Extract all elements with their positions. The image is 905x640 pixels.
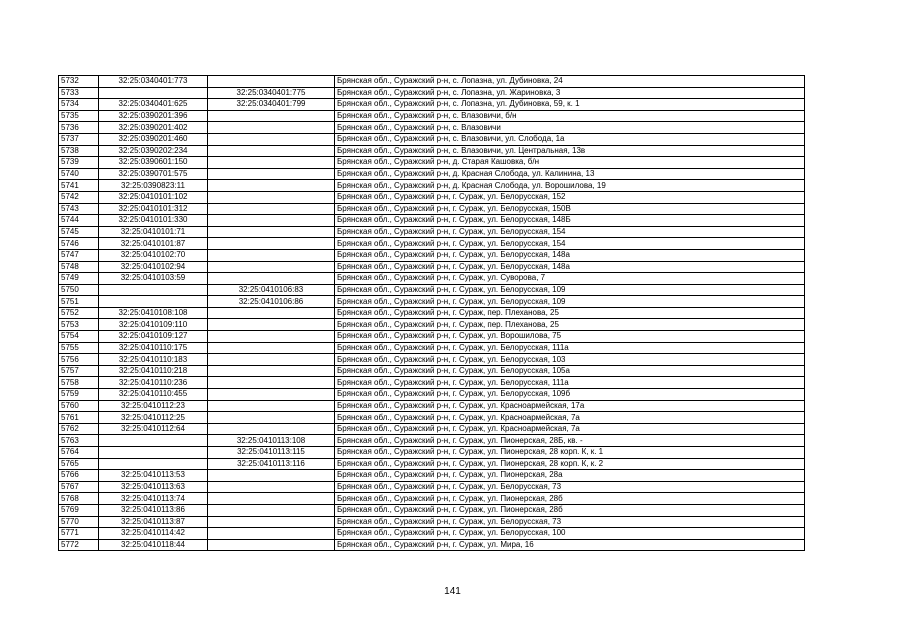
cadastral-number-cell: 32:25:0390823:11 (99, 180, 208, 192)
address-cell: Брянская обл., Суражский р-н, г. Сураж, ул. Красноармейская, 17а (335, 400, 805, 412)
cadastral-number-cell: 32:25:0410118:44 (99, 539, 208, 551)
cadastral-number-cell: 32:25:0410101:102 (99, 191, 208, 203)
address-cell: Брянская обл., Суражский р-н, д. Красная Слобода, ул. Калинина, 13 (335, 168, 805, 180)
table-row (59, 331, 805, 343)
address-cell: Брянская обл., Суражский р-н, г. Сураж, пер. Плеханова, 25 (335, 307, 805, 319)
cadastral-number-cell: 32:25:0410103:59 (99, 273, 208, 285)
new-cadastral-number-cell (208, 238, 335, 250)
row-number-cell: 5766 (59, 470, 99, 482)
row-number-cell: 5733 (59, 87, 99, 99)
row-number-cell: 5752 (59, 307, 99, 319)
new-cadastral-number-cell (208, 157, 335, 169)
row-number-cell: 5761 (59, 412, 99, 424)
address-cell: Брянская обл., Суражский р-н, г. Сураж, ул. Белорусская, 109 (335, 284, 805, 296)
address-cell: Брянская обл., Суражский р-н, г. Сураж, ул. Суворова, 7 (335, 273, 805, 285)
address-cell: Брянская обл., Суражский р-н, д. Красная Слобода, ул. Ворошилова, 19 (335, 180, 805, 192)
new-cadastral-number-cell (208, 528, 335, 540)
table-row (59, 215, 805, 227)
row-number-cell: 5739 (59, 157, 99, 169)
table-row (59, 481, 805, 493)
table-row (59, 354, 805, 366)
cadastral-number-cell: 32:25:0410114:42 (99, 528, 208, 540)
cadastral-number-cell: 32:25:0390201:460 (99, 133, 208, 145)
row-number-cell: 5737 (59, 133, 99, 145)
cadastral-number-cell: 32:25:0410112:64 (99, 423, 208, 435)
new-cadastral-number-cell (208, 168, 335, 180)
row-number-cell: 5742 (59, 191, 99, 203)
table-row (59, 504, 805, 516)
table-row (59, 284, 805, 296)
table-row (59, 412, 805, 424)
new-cadastral-number-cell (208, 273, 335, 285)
new-cadastral-number-cell (208, 226, 335, 238)
table-row (59, 249, 805, 261)
row-number-cell: 5735 (59, 110, 99, 122)
address-cell: Брянская обл., Суражский р-н, г. Сураж, ул. Пионерская, 28б (335, 493, 805, 505)
table-row (59, 87, 805, 99)
new-cadastral-number-cell (208, 145, 335, 157)
registry-table-body (59, 76, 805, 551)
table-row (59, 470, 805, 482)
row-number-cell: 5756 (59, 354, 99, 366)
address-cell: Брянская обл., Суражский р-н, с. Влазовичи, б/н (335, 110, 805, 122)
cadastral-number-cell: 32:25:0410108:108 (99, 307, 208, 319)
cadastral-number-cell (99, 296, 208, 308)
address-cell: Брянская обл., Суражский р-н, г. Сураж, ул. Красноармейская, 7а (335, 423, 805, 435)
new-cadastral-number-cell (208, 249, 335, 261)
row-number-cell: 5744 (59, 215, 99, 227)
row-number-cell: 5748 (59, 261, 99, 273)
address-cell: Брянская обл., Суражский р-н, г. Сураж, ул. Белорусская, 109б (335, 389, 805, 401)
cadastral-number-cell (99, 435, 208, 447)
row-number-cell: 5741 (59, 180, 99, 192)
table-row (59, 296, 805, 308)
new-cadastral-number-cell: 32:25:0410113:108 (208, 435, 335, 447)
row-number-cell: 5759 (59, 389, 99, 401)
table-row (59, 133, 805, 145)
row-number-cell: 5760 (59, 400, 99, 412)
table-row (59, 435, 805, 447)
cadastral-number-cell: 32:25:0410110:236 (99, 377, 208, 389)
table-row (59, 122, 805, 134)
cadastral-number-cell: 32:25:0410101:87 (99, 238, 208, 250)
address-cell: Брянская обл., Суражский р-н, г. Сураж, ул. Пионерская, 28б (335, 504, 805, 516)
cadastral-number-cell: 32:25:0410101:71 (99, 226, 208, 238)
address-cell: Брянская обл., Суражский р-н, с. Лопазна, ул. Дубиновка, 59, к. 1 (335, 99, 805, 111)
table-row (59, 307, 805, 319)
cadastral-number-cell: 32:25:0410113:63 (99, 481, 208, 493)
address-cell: Брянская обл., Суражский р-н, с. Влазовичи, ул. Слобода, 1а (335, 133, 805, 145)
row-number-cell: 5767 (59, 481, 99, 493)
row-number-cell: 5743 (59, 203, 99, 215)
address-cell: Брянская обл., Суражский р-н, с. Влазовичи, ул. Центральная, 13в (335, 145, 805, 157)
new-cadastral-number-cell (208, 180, 335, 192)
table-row (59, 342, 805, 354)
cadastral-number-cell (99, 447, 208, 459)
address-cell: Брянская обл., Суражский р-н, г. Сураж, ул. Белорусская, 148а (335, 261, 805, 273)
new-cadastral-number-cell (208, 539, 335, 551)
new-cadastral-number-cell (208, 516, 335, 528)
row-number-cell: 5753 (59, 319, 99, 331)
address-cell: Брянская обл., Суражский р-н, г. Сураж, ул. Мира, 16 (335, 539, 805, 551)
address-cell: Брянская обл., Суражский р-н, г. Сураж, пер. Плеханова, 25 (335, 319, 805, 331)
new-cadastral-number-cell (208, 215, 335, 227)
table-row (59, 180, 805, 192)
new-cadastral-number-cell (208, 76, 335, 88)
new-cadastral-number-cell (208, 319, 335, 331)
new-cadastral-number-cell (208, 122, 335, 134)
row-number-cell: 5751 (59, 296, 99, 308)
new-cadastral-number-cell (208, 191, 335, 203)
address-cell: Брянская обл., Суражский р-н, г. Сураж, ул. Белорусская, 105а (335, 365, 805, 377)
address-cell: Брянская обл., Суражский р-н, с. Лопазна, ул. Жариновка, 3 (335, 87, 805, 99)
address-cell: Брянская обл., Суражский р-н, г. Сураж, ул. Белорусская, 73 (335, 481, 805, 493)
new-cadastral-number-cell (208, 354, 335, 366)
table-row (59, 493, 805, 505)
row-number-cell: 5772 (59, 539, 99, 551)
new-cadastral-number-cell (208, 365, 335, 377)
cadastral-number-cell: 32:25:0390601:150 (99, 157, 208, 169)
new-cadastral-number-cell: 32:25:0410106:83 (208, 284, 335, 296)
address-cell: Брянская обл., Суражский р-н, г. Сураж, ул. Белорусская, 111а (335, 342, 805, 354)
table-row (59, 203, 805, 215)
row-number-cell: 5771 (59, 528, 99, 540)
row-number-cell: 5740 (59, 168, 99, 180)
page-number: 141 (444, 586, 461, 597)
cadastral-number-cell: 32:25:0410109:127 (99, 331, 208, 343)
cadastral-number-cell: 32:25:0340401:625 (99, 99, 208, 111)
new-cadastral-number-cell (208, 342, 335, 354)
new-cadastral-number-cell (208, 261, 335, 273)
address-cell: Брянская обл., Суражский р-н, г. Сураж, ул. Белорусская, 73 (335, 516, 805, 528)
table-row (59, 539, 805, 551)
new-cadastral-number-cell: 32:25:0410106:86 (208, 296, 335, 308)
cadastral-number-cell: 32:25:0410113:87 (99, 516, 208, 528)
row-number-cell: 5736 (59, 122, 99, 134)
row-number-cell: 5745 (59, 226, 99, 238)
table-row (59, 447, 805, 459)
cadastral-number-cell: 32:25:0410101:330 (99, 215, 208, 227)
address-cell: Брянская обл., Суражский р-н, г. Сураж, ул. Пионерская, 28а (335, 470, 805, 482)
new-cadastral-number-cell (208, 481, 335, 493)
row-number-cell: 5763 (59, 435, 99, 447)
address-cell: Брянская обл., Суражский р-н, г. Сураж, ул. Пионерская, 28 корп. К, к. 1 (335, 447, 805, 459)
row-number-cell: 5758 (59, 377, 99, 389)
row-number-cell: 5764 (59, 447, 99, 459)
table-row (59, 191, 805, 203)
cadastral-number-cell: 32:25:0410110:218 (99, 365, 208, 377)
row-number-cell: 5747 (59, 249, 99, 261)
address-cell: Брянская обл., Суражский р-н, г. Сураж, ул. Белорусская, 148Б (335, 215, 805, 227)
table-row (59, 528, 805, 540)
table-row (59, 400, 805, 412)
table-row (59, 110, 805, 122)
table-row (59, 238, 805, 250)
address-cell: Брянская обл., Суражский р-н, г. Сураж, ул. Белорусская, 100 (335, 528, 805, 540)
new-cadastral-number-cell (208, 110, 335, 122)
address-cell: Брянская обл., Суражский р-н, с. Влазовичи (335, 122, 805, 134)
row-number-cell: 5738 (59, 145, 99, 157)
row-number-cell: 5734 (59, 99, 99, 111)
address-cell: Брянская обл., Суражский р-н, г. Сураж, ул. Ворошилова, 75 (335, 331, 805, 343)
address-cell: Брянская обл., Суражский р-н, г. Сураж, ул. Белорусская, 103 (335, 354, 805, 366)
address-cell: Брянская обл., Суражский р-н, г. Сураж, ул. Белорусская, 154 (335, 226, 805, 238)
address-cell: Брянская обл., Суражский р-н, г. Сураж, ул. Белорусская, 109 (335, 296, 805, 308)
cadastral-number-cell: 32:25:0410102:70 (99, 249, 208, 261)
cadastral-number-cell: 32:25:0410110:183 (99, 354, 208, 366)
table-row (59, 226, 805, 238)
table-row (59, 273, 805, 285)
new-cadastral-number-cell (208, 493, 335, 505)
row-number-cell: 5754 (59, 331, 99, 343)
cadastral-number-cell: 32:25:0390202:234 (99, 145, 208, 157)
row-number-cell: 5770 (59, 516, 99, 528)
row-number-cell: 5750 (59, 284, 99, 296)
cadastral-number-cell: 32:25:0410102:94 (99, 261, 208, 273)
new-cadastral-number-cell (208, 203, 335, 215)
cadastral-number-cell: 32:25:0410110:175 (99, 342, 208, 354)
new-cadastral-number-cell (208, 331, 335, 343)
new-cadastral-number-cell: 32:25:0340401:799 (208, 99, 335, 111)
row-number-cell: 5755 (59, 342, 99, 354)
cadastral-number-cell: 32:25:0390201:396 (99, 110, 208, 122)
cadastral-number-cell: 32:25:0410109:110 (99, 319, 208, 331)
address-cell: Брянская обл., Суражский р-н, г. Сураж, ул. Белорусская, 111а (335, 377, 805, 389)
cadastral-number-cell: 32:25:0410112:23 (99, 400, 208, 412)
new-cadastral-number-cell: 32:25:0410113:115 (208, 447, 335, 459)
new-cadastral-number-cell (208, 307, 335, 319)
table-row (59, 389, 805, 401)
address-cell: Брянская обл., Суражский р-н, г. Сураж, ул. Белорусская, 154 (335, 238, 805, 250)
new-cadastral-number-cell (208, 504, 335, 516)
row-number-cell: 5768 (59, 493, 99, 505)
row-number-cell: 5757 (59, 365, 99, 377)
address-cell: Брянская обл., Суражский р-н, г. Сураж, ул. Белорусская, 148а (335, 249, 805, 261)
table-row (59, 423, 805, 435)
address-cell: Брянская обл., Суражский р-н, г. Сураж, ул. Пионерская, 28Б, кв. - (335, 435, 805, 447)
new-cadastral-number-cell (208, 412, 335, 424)
address-cell: Брянская обл., Суражский р-н, г. Сураж, ул. Пионерская, 28 корп. К, к. 2 (335, 458, 805, 470)
table-row (59, 516, 805, 528)
cadastral-number-cell: 32:25:0410113:86 (99, 504, 208, 516)
table-row (59, 377, 805, 389)
new-cadastral-number-cell (208, 389, 335, 401)
new-cadastral-number-cell (208, 400, 335, 412)
cadastral-number-cell: 32:25:0410110:455 (99, 389, 208, 401)
address-cell: Брянская обл., Суражский р-н, д. Старая Кашовка, б/н (335, 157, 805, 169)
new-cadastral-number-cell (208, 377, 335, 389)
cadastral-number-cell (99, 458, 208, 470)
address-cell: Брянская обл., Суражский р-н, с. Лопазна, ул. Дубиновка, 24 (335, 76, 805, 88)
cadastral-number-cell (99, 284, 208, 296)
row-number-cell: 5769 (59, 504, 99, 516)
row-number-cell: 5765 (59, 458, 99, 470)
table-row (59, 261, 805, 273)
table-row (59, 365, 805, 377)
table-row (59, 76, 805, 88)
table-row (59, 168, 805, 180)
cadastral-number-cell: 32:25:0410113:74 (99, 493, 208, 505)
registry-table (58, 75, 805, 551)
new-cadastral-number-cell (208, 133, 335, 145)
new-cadastral-number-cell (208, 470, 335, 482)
cadastral-number-cell: 32:25:0410113:53 (99, 470, 208, 482)
row-number-cell: 5732 (59, 76, 99, 88)
address-cell: Брянская обл., Суражский р-н, г. Сураж, ул. Белорусская, 150В (335, 203, 805, 215)
table-row (59, 157, 805, 169)
cadastral-number-cell: 32:25:0410112:25 (99, 412, 208, 424)
table-row (59, 319, 805, 331)
cadastral-number-cell: 32:25:0340401:773 (99, 76, 208, 88)
cadastral-number-cell: 32:25:0410101:312 (99, 203, 208, 215)
new-cadastral-number-cell (208, 423, 335, 435)
table-row (59, 99, 805, 111)
cadastral-number-cell: 32:25:0390201:402 (99, 122, 208, 134)
table-row (59, 145, 805, 157)
table-row (59, 458, 805, 470)
row-number-cell: 5746 (59, 238, 99, 250)
cadastral-number-cell: 32:25:0390701:575 (99, 168, 208, 180)
new-cadastral-number-cell: 32:25:0410113:116 (208, 458, 335, 470)
address-cell: Брянская обл., Суражский р-н, г. Сураж, ул. Белорусская, 152 (335, 191, 805, 203)
row-number-cell: 5762 (59, 423, 99, 435)
row-number-cell: 5749 (59, 273, 99, 285)
address-cell: Брянская обл., Суражский р-н, г. Сураж, ул. Красноармейская, 7а (335, 412, 805, 424)
cadastral-number-cell (99, 87, 208, 99)
new-cadastral-number-cell: 32:25:0340401:775 (208, 87, 335, 99)
